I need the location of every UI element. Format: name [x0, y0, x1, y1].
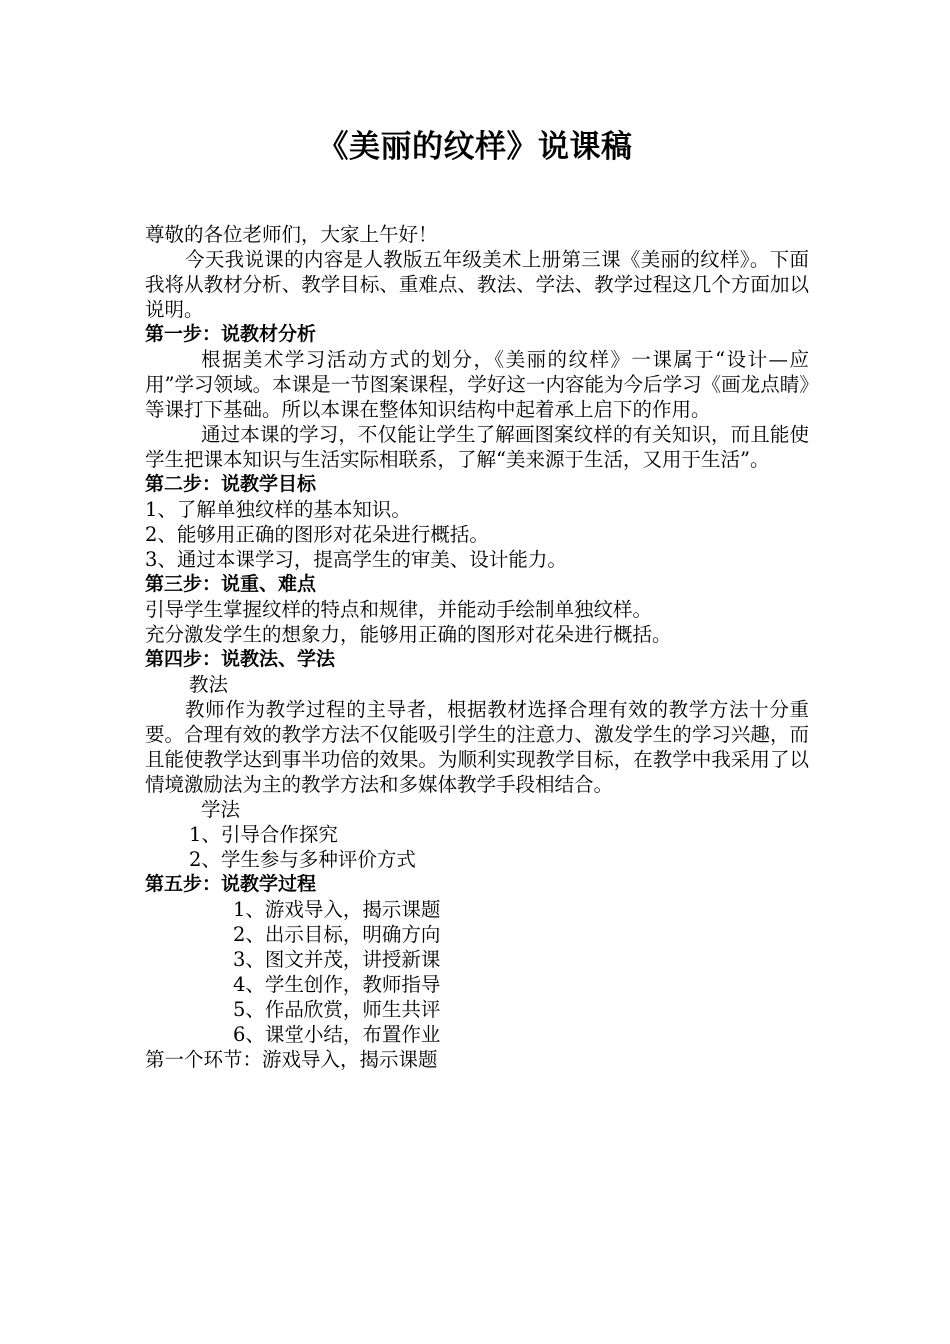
step5-item-5: 5、作品欣赏，师生共评	[233, 998, 441, 1021]
step5-item-3: 3、图文并茂，讲授新课	[233, 948, 441, 971]
teaching-method-label: 教法	[189, 673, 229, 696]
step3-item-1: 引导学生掌握纹样的特点和规律，并能动手绘制单独纹样。	[145, 598, 653, 621]
step3-heading: 第三步：说重、难点	[145, 573, 317, 595]
step1-heading: 第一步：说教材分析	[145, 323, 317, 345]
step2-heading: 第二步：说教学目标	[145, 473, 317, 495]
step5-item-6: 6、课堂小结，布置作业	[233, 1023, 441, 1046]
learning-method-item-2: 2、学生参与多种评价方式	[189, 848, 416, 871]
step2-item-3: 3、通过本课学习，提高学生的审美、设计能力。	[145, 548, 567, 571]
greeting: 尊敬的各位老师们，大家上午好！	[145, 223, 438, 246]
learning-method-label: 学法	[201, 798, 241, 821]
step5-item-1: 1、游戏导入，揭示课题	[233, 898, 441, 921]
intro-paragraph: 今天我说课的内容是人教版五年级美术上册第三课《美丽的纹样》。下面我将从教材分析、教学目标、重难点、教法、学法、教学过程这几个方面加以说明。	[145, 248, 809, 321]
step1-paragraph-1: 根据美术学习活动方式的划分，《美丽的纹样》一课属于“设计—应用”学习领域。本课是一节图案课程，学好这一内容能为今后学习《画龙点睛》等课打下基础。所以本课在整体知识结构中起着承上启下的作用。	[145, 348, 809, 421]
document-title: 《美丽的纹样》说课稿	[317, 129, 633, 165]
step5-item-4: 4、学生创作，教师指导	[233, 973, 441, 996]
step3-item-2: 充分激发学生的想象力，能够用正确的图形对花朵进行概括。	[145, 623, 672, 646]
teaching-method-paragraph: 教师作为教学过程的主导者，根据教材选择合理有效的教学方法十分重要。合理有效的教学方法不仅能吸引学生的注意力、激发学生的学习兴趣，而且能使教学达到事半功倍的效果。为顺利实现教学目标，在教学中我采用了以情境激励法为主的教学方法和多媒体教学手段相结合。	[145, 698, 809, 796]
step2-item-2: 2、能够用正确的图形对花朵进行概括。	[145, 523, 489, 546]
step1-paragraph-2: 通过本课的学习，不仅能让学生了解画图案纹样的有关知识，而且能使学生把课本知识与生活实际相联系，了解“美来源于生活，又用于生活”。	[145, 423, 809, 471]
step4-heading: 第四步：说教法、学法	[145, 648, 336, 670]
step5-heading: 第五步：说教学过程	[145, 873, 317, 895]
learning-method-item-1: 1、引导合作探究	[189, 823, 338, 846]
first-section-heading: 第一个环节：游戏导入，揭示课题	[145, 1048, 438, 1071]
step2-item-1: 1、了解单独纹样的基本知识。	[145, 498, 411, 521]
document-body	[145, 222, 809, 1072]
step5-item-2: 2、出示目标，明确方向	[233, 923, 441, 946]
